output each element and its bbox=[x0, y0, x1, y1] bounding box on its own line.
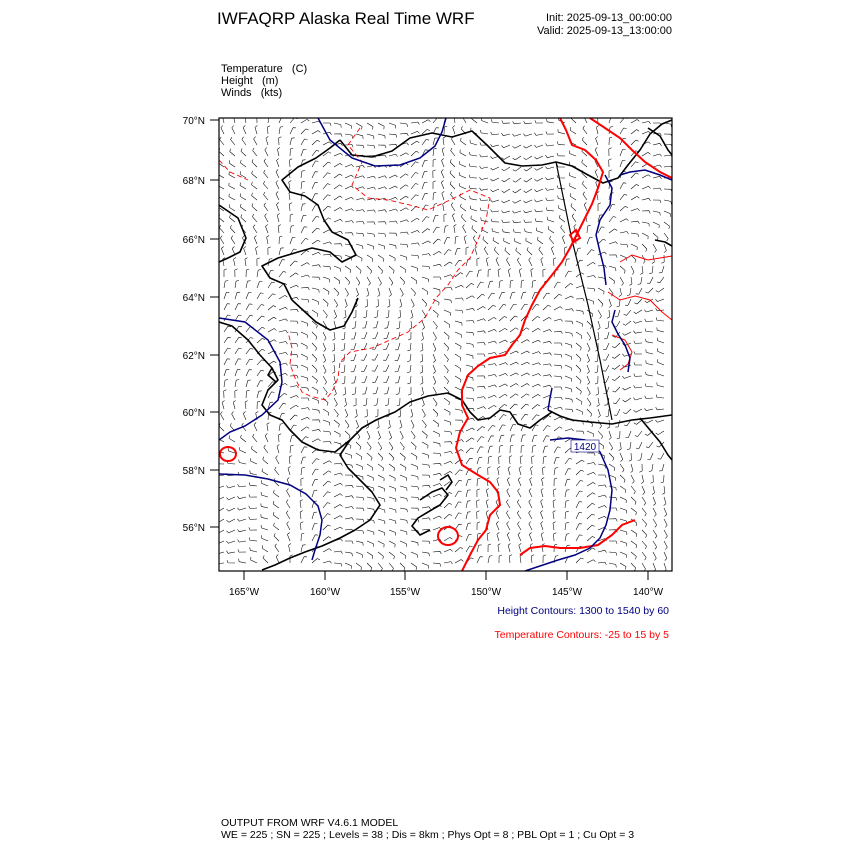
lon-label-140w: 140°W bbox=[632, 587, 664, 598]
lat-label-66n: 66°N bbox=[182, 235, 205, 246]
valid-time: Valid: 2025-09-13_13:00:00 bbox=[537, 25, 672, 37]
contour-label: 1420 bbox=[573, 442, 597, 453]
lon-label-145w: 145°W bbox=[551, 587, 583, 598]
lat-label-60n: 60°N bbox=[182, 408, 205, 419]
lat-label-62n: 62°N bbox=[182, 351, 205, 362]
lon-label-150w: 150°W bbox=[470, 587, 502, 598]
variable-height: Height (m) bbox=[221, 75, 279, 87]
init-time: Init: 2025-09-13_00:00:00 bbox=[546, 12, 672, 24]
temperature-contour-note: Temperature Contours: -25 to 15 by 5 bbox=[494, 629, 669, 641]
lat-label-58n: 58°N bbox=[182, 466, 205, 477]
coastline bbox=[219, 120, 672, 570]
footer-config: WE = 225 ; SN = 225 ; Levels = 38 ; Dis = 8km ; Phys Opt = 8 ; PBL Opt = 1 ; Cu Opt = 3 bbox=[221, 829, 635, 841]
lat-label-68n: 68°N bbox=[182, 176, 205, 187]
lon-label-160w: 160°W bbox=[309, 587, 341, 598]
variable-temperature: Temperature (C) bbox=[221, 63, 308, 75]
lon-label-155w: 155°W bbox=[389, 587, 421, 598]
lat-label-70n: 70°N bbox=[182, 116, 205, 127]
model-footer bbox=[221, 817, 634, 841]
latitude-axis bbox=[210, 120, 219, 527]
lat-label-64n: 64°N bbox=[182, 293, 205, 304]
map-title: IWFAQRP Alaska Real Time WRF bbox=[217, 9, 475, 28]
height-contour-note: Height Contours: 1300 to 1540 by 60 bbox=[497, 605, 669, 617]
variable-winds: Winds (kts) bbox=[221, 87, 283, 99]
lat-label-56n: 56°N bbox=[182, 523, 205, 534]
footer-model: OUTPUT FROM WRF V4.6.1 MODEL bbox=[221, 817, 399, 829]
longitude-axis bbox=[244, 571, 648, 580]
lon-label-165w: 165°W bbox=[228, 587, 260, 598]
